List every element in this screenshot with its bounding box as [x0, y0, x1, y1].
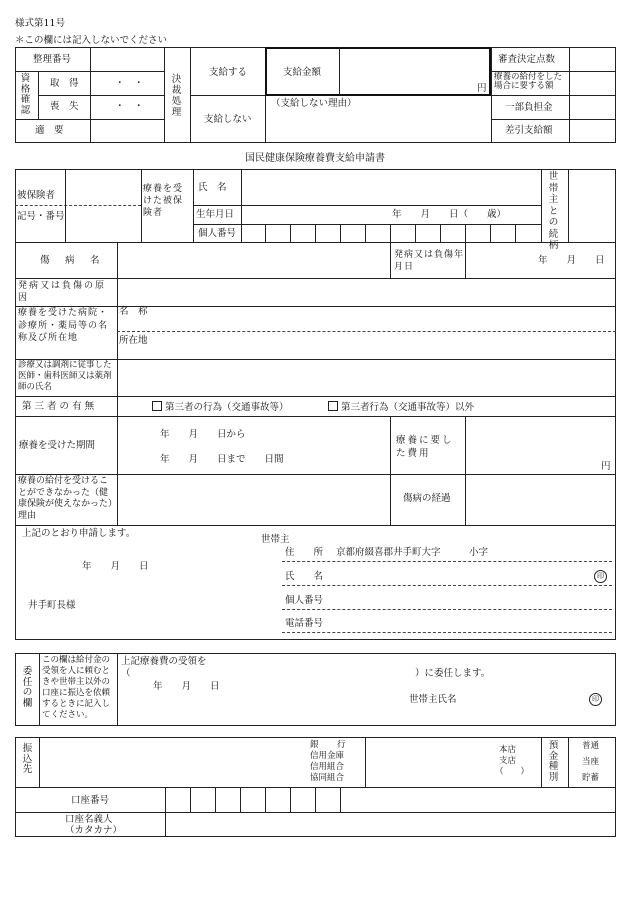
- koza-bango-label: 口座番号: [71, 795, 110, 806]
- daisansha-option-1-label: 第三者の行為（交通事故等）: [165, 402, 289, 413]
- bank-type-kyodo: 協同組合: [310, 773, 345, 783]
- inin-text: 上記療養費の受領を: [121, 656, 207, 667]
- bank-type-shinkin: 信用金庫: [310, 751, 345, 761]
- kikan-to: 年 月 日まで 日間: [160, 454, 284, 465]
- shobyomei-label: 傷 病 名: [40, 255, 103, 266]
- soshitsu-date: ・ ・: [115, 101, 144, 112]
- hihokensha-label: 被保険者: [17, 190, 56, 201]
- denwa-label: 電話番号: [285, 618, 324, 629]
- checkbox-daisansha-koi[interactable]: [152, 401, 162, 411]
- inin-paren-open: （: [121, 668, 131, 679]
- seiri-bango-label: 整理番号: [33, 54, 72, 65]
- applicant-seal: 印: [594, 570, 607, 583]
- kettei-shori-label: 決裁処理: [171, 74, 182, 118]
- soshitsu-label: 喪 失: [50, 101, 79, 112]
- inin-note: この欄は給付金の受領を人に頼むときや世帯主以外の口座に振込を依頼するときに記入してください。: [42, 655, 111, 720]
- applicant-kojin-bango-label: 個人番号: [285, 595, 324, 606]
- meisho-label: 名 称: [119, 306, 148, 317]
- kojin-bango-label: 個人番号: [198, 228, 237, 239]
- hiyo-label: 療養に要した費用: [396, 435, 454, 459]
- ichibu-futan-label: 一部負担金: [505, 102, 553, 113]
- form-title: 国民健康保険療養費支給申請書: [245, 153, 385, 164]
- ryoyo-kyufu-label: 療養の給付をした場合に要する額: [494, 72, 563, 91]
- bank-type-ginko: 銀 行: [310, 740, 347, 750]
- seinengappi-label: 生年月日: [196, 209, 235, 220]
- shikyu-suru-label: 支給する: [209, 67, 248, 78]
- branch-honten: 本店: [499, 745, 517, 755]
- hatsubyo-nengappi-label: 発病又は負傷年月日: [394, 250, 465, 272]
- mayor-address: 井手町長様: [28, 600, 76, 611]
- kigo-bango-label: 記号・番号: [17, 211, 65, 222]
- account-type-futsu: 普通: [582, 741, 600, 751]
- branch-other: （ ）: [495, 767, 530, 777]
- furikomisaki-label: 振込先: [22, 743, 33, 775]
- keika-label: 傷病の経過: [403, 493, 451, 504]
- account-type-chochiku: 貯蓄: [582, 773, 600, 783]
- tekiyo-label: 適 要: [35, 125, 64, 136]
- inin-statement: ）に委任します。: [415, 668, 491, 679]
- form-number: 様式第11号: [15, 18, 66, 29]
- katakana-label: （カタカナ）: [65, 825, 123, 836]
- sashihiki-label: 差引支給額: [505, 125, 553, 136]
- jusho-value: 京都府綴喜郡井手町大字 小字: [336, 547, 489, 558]
- shinsei-date: 年 月 日: [82, 561, 149, 572]
- setainushi-zokugara-label: 世帯主との続柄: [548, 171, 559, 251]
- shutoku-date: ・ ・: [115, 78, 144, 89]
- kikan-from: 年 月 日から: [160, 429, 246, 440]
- bank-type-shinkumi: 信用組合: [310, 762, 345, 772]
- setainushi-label: 世帯主: [261, 534, 290, 545]
- daisansha-option-2[interactable]: [328, 401, 474, 413]
- inin-seal: 印: [589, 693, 602, 706]
- inin-setainushi-label: 世帯主氏名: [409, 694, 457, 705]
- riyu-label: 療養の給付を受けることができなかった（健康保険が使えなかった）理由: [18, 476, 113, 521]
- byoin-label: 療養を受けた病院・診療所・薬局等の名称及び所在地: [18, 308, 109, 343]
- koza-meigi-label: 口座名義人: [65, 814, 113, 825]
- shikaku-kakunin-label: 資格確認: [20, 73, 31, 116]
- inin-label: 委任の欄: [22, 666, 33, 709]
- shikyu-shinai-label: 支給しない: [204, 114, 252, 125]
- checkbox-daisansha-igai[interactable]: [328, 401, 338, 411]
- shikyu-kingaku-label: 支給金額: [283, 67, 322, 78]
- office-use-note: ＊この欄には記入しないでください: [15, 35, 168, 46]
- jusho-label: 住 所: [285, 547, 324, 558]
- shimei-label: 氏 名: [198, 182, 227, 193]
- shinsei-statement: 上記のとおり申請します。: [22, 528, 136, 539]
- applicant-name-label: 氏 名: [285, 571, 324, 582]
- hiyo-yen: 円: [601, 461, 611, 472]
- daisansha-option-2-label: 第三者行為（交通事故等）以外: [341, 402, 475, 413]
- seinengappi-value: 年 月 日（ 歳）: [392, 209, 507, 220]
- daisansha-option-1[interactable]: [152, 401, 289, 413]
- shozaichi-label: 所在地: [119, 335, 148, 346]
- account-type-toza: 当座: [582, 757, 600, 767]
- shikyu-shinai-riyu: （支給しない理由）: [271, 98, 357, 109]
- inin-date: 年 月 日: [153, 681, 220, 692]
- kikan-label: 療養を受けた期間: [19, 440, 96, 451]
- ryoyo-uketa-label: 療養を受けた被保険者: [143, 184, 184, 218]
- shikyu-kingaku-yen: 円: [477, 83, 487, 94]
- yokin-shubetsu-label: 預金種別: [548, 740, 559, 783]
- daisansha-label: 第 三 者 の 有 無: [22, 401, 95, 412]
- gen-in-label: 発病又は負傷の原因: [18, 281, 107, 303]
- branch-shiten: 支店: [499, 756, 517, 766]
- shinsa-tensu-label: 審査決定点数: [498, 54, 556, 65]
- shutoku-label: 取 得: [50, 78, 79, 89]
- ishi-label: 診療又は調剤に従事した医師・歯科医師又は薬剤師の氏名: [18, 360, 112, 392]
- hatsubyo-nengappi-value: 年 月 日: [538, 255, 605, 266]
